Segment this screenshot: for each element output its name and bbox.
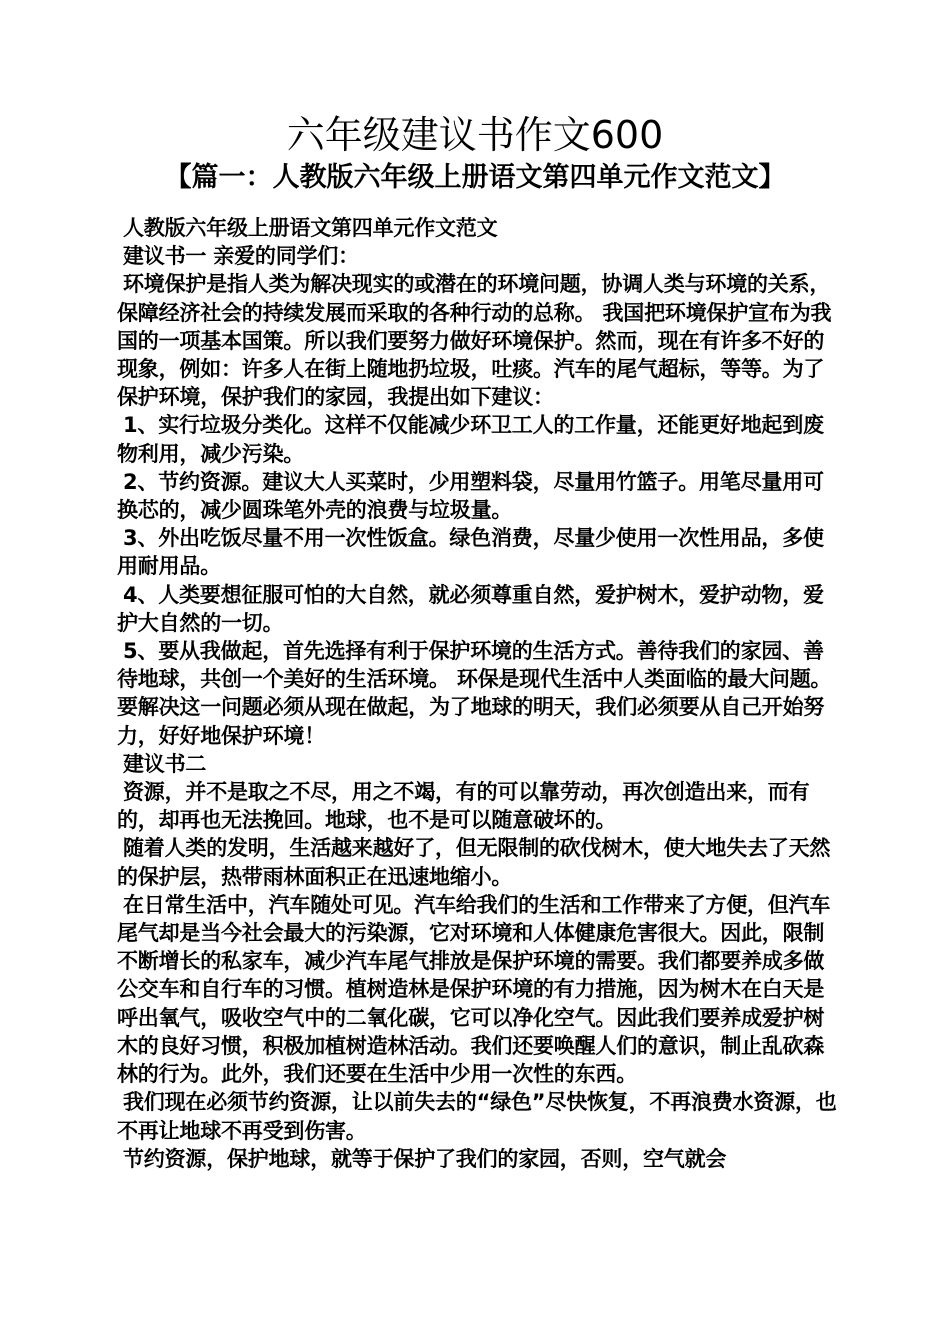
paragraph: 节约资源，保护地球，就等于保护了我们的家园，否则，空气就会 <box>123 1146 727 1171</box>
document-title: 六年级建议书作文600 <box>286 113 664 157</box>
paragraph: 在日常生活中，汽车随处可见。汽车给我们的生活和工作带来了方便，但汽车尾气却是当今社会最大的污染源，它对环境和人体健康危害很大。因此，限制不断增长的私家车，减少汽车尾气排放是保护环境的需要。我们都要养成多做公交车和自行车的习惯。植树造林是保护环境的有力措施，因为树木在白天是呼出氧气，吸收空气中的二氧化碳，它可以净化空气。因此我们要养成爱护树木的良好习惯，积极加植树造林活动。我们还要唤醒人们的意识，制止乱砍森林的行为。此外，我们还要在生活中少用一次性的东西。 <box>117 892 831 1087</box>
paragraph: 资源，并不是取之不尽，用之不竭，有的可以靠劳动，再次创造出来，而有的，却再也无法挽回。地球，也不是可以随意破坏的。 <box>117 780 810 833</box>
paragraph: 5、要从我做起，首先选择有利于保护环境的生活方式。善待我们的家园、善待地球，共创一个美好的生活环境。 环保是现代生活中人类面临的最大问题。要解决这一问题必须从现在做起，为了地球的明天，我们必须要从自己开始努力，好好地保护环境！ <box>117 639 832 748</box>
paragraph: 随着人类的发明，生活越来越好了，但无限制的砍伐树木，使大地失去了天然的保护层，热带雨林面积正在迅速地缩小。 <box>117 836 831 889</box>
paragraph: 建议书二 <box>123 751 207 776</box>
document-body <box>117 214 837 1173</box>
paragraph: 我们现在必须节约资源，让以前失去的“绿色”尽快恢复，不再浪费水资源，也不再让地球不再受到伤害。 <box>117 1090 837 1143</box>
paragraph: 4、人类要想征服可怕的大自然，就必须尊重自然，爱护树木，爱护动物，爱护大自然的一切。 <box>117 582 824 635</box>
paragraph: 1、实行垃圾分类化。这样不仅能减少环卫工人的工作量，还能更好地起到废物利用，减少污染。 <box>117 413 824 466</box>
paragraph: 2、节约资源。建议大人买菜时，少用塑料袋，尽量用竹篮子。用笔尽量用可换芯的，减少圆珠笔外壳的浪费与垃圾量。 <box>117 469 824 523</box>
paragraph: 人教版六年级上册语文第四单元作文范文 <box>123 216 498 240</box>
paragraph: 建议书一 亲爱的同学们： <box>123 244 359 269</box>
paragraph: 环境保护是指人类为解决现实的或潜在的环境问题，协调人类与环境的关系，保障经济社会的持续发展而采取的各种行动的总称。 我国把环境保护宣布为我国的一项基本国策。所以我们要努力做好环境保护。然而，现在有许多不好的现象，例如：许多人在街上随地扔垃圾，吐痰。汽车的尾气超标，等等。为了保护环境，保护我们的家园，我提出如下建议： <box>117 272 832 410</box>
document-subtitle: 【篇一：人教版六年级上册语文第四单元作文范文】 <box>164 162 786 193</box>
paragraph: 3、外出吃饭尽量不用一次性饭盒。绿色消费，尽量少使用一次性用品，多使用耐用品。 <box>117 526 824 579</box>
